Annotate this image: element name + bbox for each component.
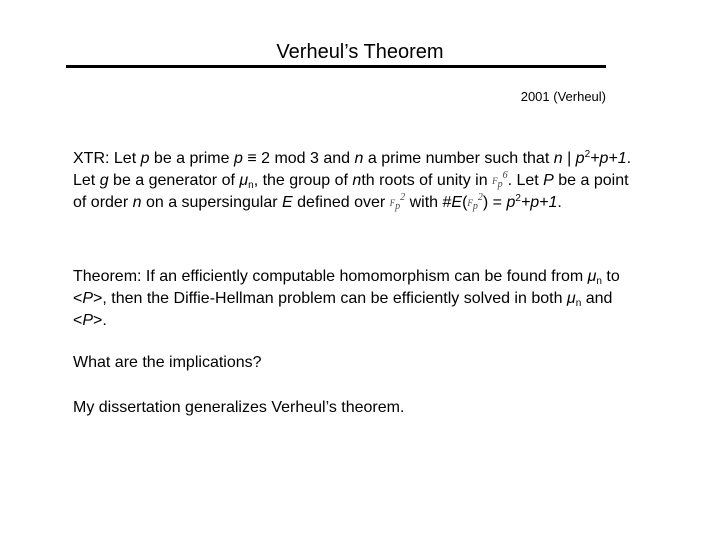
text: with # xyxy=(405,194,452,211)
subscript-n: n xyxy=(596,276,602,287)
var-n: n xyxy=(553,150,563,167)
slide-title: Verheul’s Theorem xyxy=(276,41,444,63)
text: | xyxy=(562,150,576,167)
implications-question: What are the implications? xyxy=(73,354,262,371)
subscript-n: n xyxy=(575,298,582,309)
field-symbol-fp2: $F_p^2$ xyxy=(467,192,483,212)
var-mu: μ xyxy=(239,172,249,189)
var-mu: μ xyxy=(566,290,576,307)
exponent: 2 xyxy=(584,149,591,160)
dissertation-statement: My dissertation generalizes Verheul’s theorem. xyxy=(73,399,405,416)
text: . Let xyxy=(507,172,544,189)
subscript-n: n xyxy=(248,180,254,191)
var-p: p xyxy=(575,150,585,167)
xtr-paragraph xyxy=(73,148,633,214)
text: be a prime xyxy=(149,150,234,167)
var-mu: μ xyxy=(587,268,597,285)
var-n: n xyxy=(352,172,362,189)
var-E: E xyxy=(451,194,463,211)
text: ≡ 2 mod 3 and xyxy=(242,150,355,167)
text: th roots of unity in xyxy=(361,172,493,189)
text: . xyxy=(557,194,562,211)
theorem-text: Theorem: If an efficiently computable homomorphism can be found from xyxy=(73,268,588,285)
expression: +p+1 xyxy=(520,194,558,211)
text: , the group of xyxy=(253,172,353,189)
var-P: P xyxy=(82,290,94,307)
text: >, then the Diffie-Hellman problem can be efficiently solved in both xyxy=(93,290,567,307)
text: >. xyxy=(93,312,107,329)
var-p: p xyxy=(233,150,243,167)
var-n: n xyxy=(354,150,364,167)
xtr-label: XTR: Let xyxy=(73,150,141,167)
title-underline xyxy=(66,65,606,68)
var-E: E xyxy=(282,194,293,211)
text: on a supersingular xyxy=(141,194,283,211)
theorem-paragraph xyxy=(73,266,633,332)
text: ) = xyxy=(482,194,507,211)
text: and < xyxy=(73,290,613,329)
var-p: p xyxy=(140,150,150,167)
var-P: P xyxy=(543,172,554,189)
citation: 2001 (Verheul) xyxy=(520,89,606,104)
var-g: g xyxy=(99,172,109,189)
var-p: p xyxy=(506,194,516,211)
text: defined over xyxy=(292,194,390,211)
text: . Let xyxy=(73,150,632,189)
var-P: P xyxy=(82,312,94,329)
field-symbol-fp2: $F_p^2$ xyxy=(389,192,406,212)
field-symbol-fp6: $F_p^6$ xyxy=(492,170,508,190)
text: be a point of order xyxy=(73,172,629,211)
text: to < xyxy=(73,268,620,307)
var-n: n xyxy=(132,194,142,211)
text: a prime number such that xyxy=(363,150,554,167)
exponent: 2 xyxy=(515,193,521,204)
text: be a generator of xyxy=(108,172,240,189)
text: ( xyxy=(462,194,468,211)
expression: +p+1 xyxy=(590,150,627,167)
